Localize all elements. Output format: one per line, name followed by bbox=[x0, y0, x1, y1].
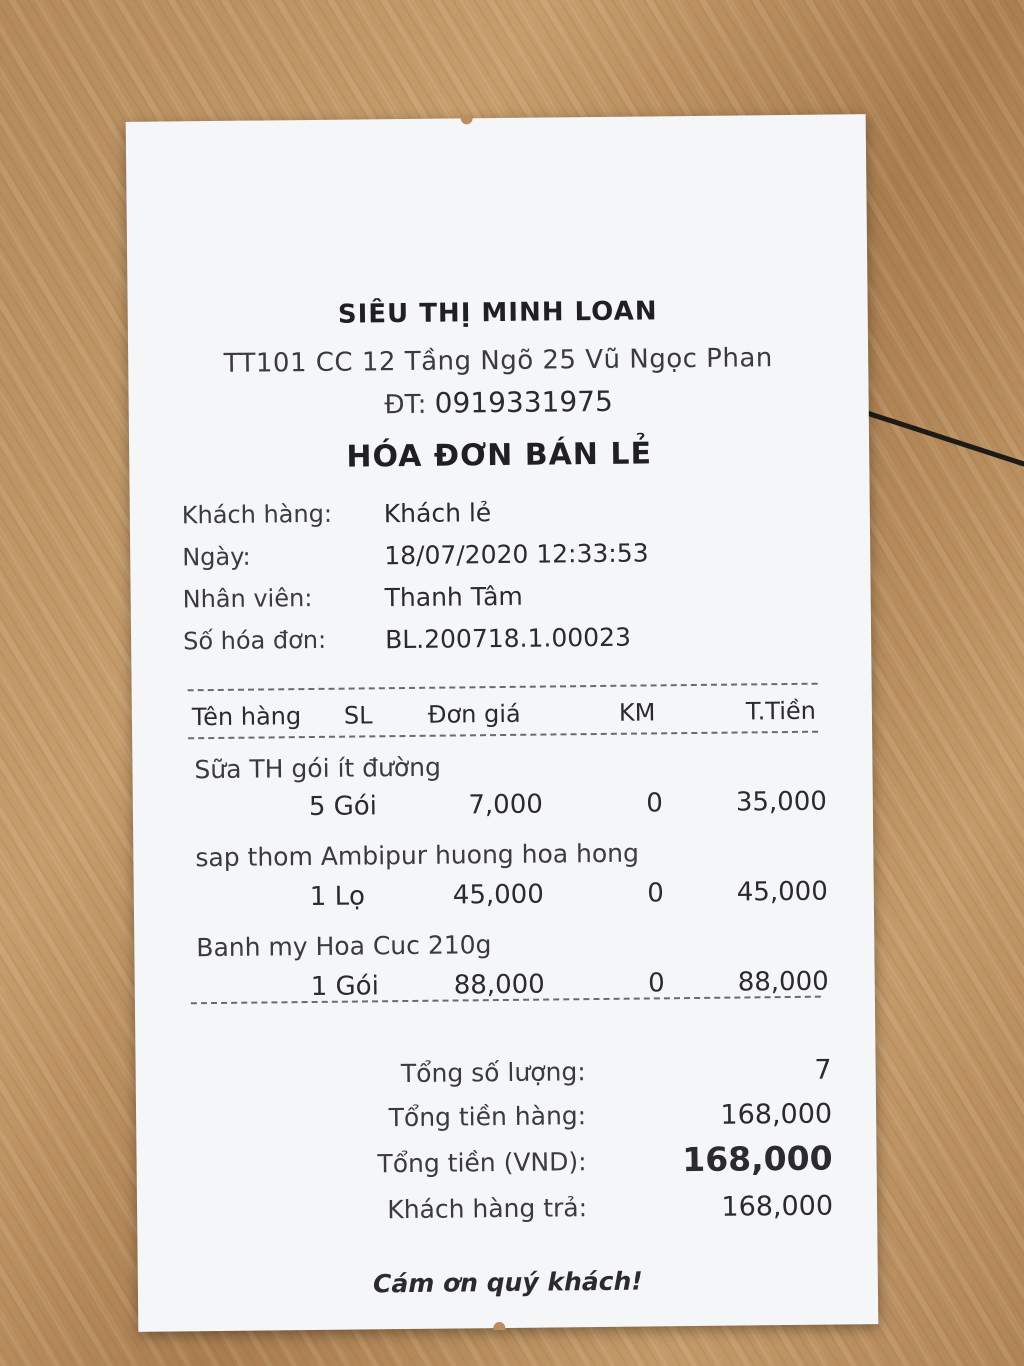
goods-total-value: 168,000 bbox=[720, 1098, 833, 1131]
header-qty: SL bbox=[343, 701, 373, 730]
receipt-title: HÓA ĐƠN BÁN LẺ bbox=[346, 436, 653, 475]
staff-value: Thanh Tâm bbox=[384, 581, 523, 613]
item-price: 88,000 bbox=[453, 969, 545, 1001]
floor-seam bbox=[849, 405, 1024, 472]
item-name: Sữa TH gói ít đường bbox=[194, 752, 442, 785]
customer-paid-value: 168,000 bbox=[721, 1190, 834, 1223]
staff-label: Nhân viên: bbox=[182, 583, 313, 614]
item-qty: 5 Gói bbox=[308, 791, 378, 823]
store-phone bbox=[128, 382, 868, 423]
item-discount: 0 bbox=[648, 968, 665, 999]
phone-number: 0919331975 bbox=[434, 384, 613, 420]
divider-header bbox=[188, 731, 818, 740]
item-discount: 0 bbox=[646, 788, 664, 819]
header-discount: KM bbox=[618, 698, 656, 727]
grand-total-value: 168,000 bbox=[682, 1138, 833, 1180]
store-name: SIÊU THỊ MINH LOAN bbox=[337, 296, 658, 330]
invoice-number-label: Số hóa đơn: bbox=[182, 625, 327, 656]
grand-total-label: Tổng tiền (VND): bbox=[377, 1147, 587, 1179]
item-total: 88,000 bbox=[737, 966, 829, 998]
store-address: TT101 CC 12 Tầng Ngõ 25 Vũ Ngọc Phan bbox=[223, 343, 773, 379]
item-price: 45,000 bbox=[452, 879, 544, 911]
header-name: Tên hàng bbox=[191, 702, 302, 732]
item-total: 35,000 bbox=[735, 786, 827, 818]
invoice-number-value: BL.200718.1.00023 bbox=[384, 622, 632, 655]
customer-paid-label: Khách hàng trả: bbox=[387, 1193, 588, 1225]
receipt-notch-bottom bbox=[493, 1322, 505, 1330]
receipt-notch-top bbox=[461, 116, 473, 124]
customer-value: Khách lẻ bbox=[383, 498, 492, 529]
thank-you-message: Cám ơn quý khách! bbox=[372, 1266, 643, 1299]
item-qty: 1 Lọ bbox=[309, 881, 366, 913]
total-quantity-label: Tổng số lượng: bbox=[400, 1057, 586, 1089]
divider-top bbox=[188, 683, 818, 692]
header-price: Đơn giá bbox=[427, 699, 521, 729]
header-total: T.Tiền bbox=[745, 696, 817, 726]
goods-total-label: Tổng tiền hàng: bbox=[388, 1101, 587, 1133]
receipt-paper bbox=[126, 114, 879, 1332]
item-total: 45,000 bbox=[736, 876, 828, 908]
date-label: Ngày: bbox=[182, 542, 251, 572]
item-qty: 1 Gói bbox=[310, 971, 380, 1003]
item-discount: 0 bbox=[647, 878, 664, 909]
total-quantity-value: 7 bbox=[814, 1054, 832, 1086]
item-price: 7,000 bbox=[468, 789, 544, 821]
item-name: sap thom Ambipur huong hoa hong bbox=[195, 838, 640, 873]
customer-label: Khách hàng: bbox=[181, 499, 333, 530]
item-name: Banh my Hoa Cuc 210g bbox=[196, 930, 492, 963]
date-value: 18/07/2020 12:33:53 bbox=[384, 538, 649, 571]
phone-label: ĐT: bbox=[384, 389, 427, 421]
